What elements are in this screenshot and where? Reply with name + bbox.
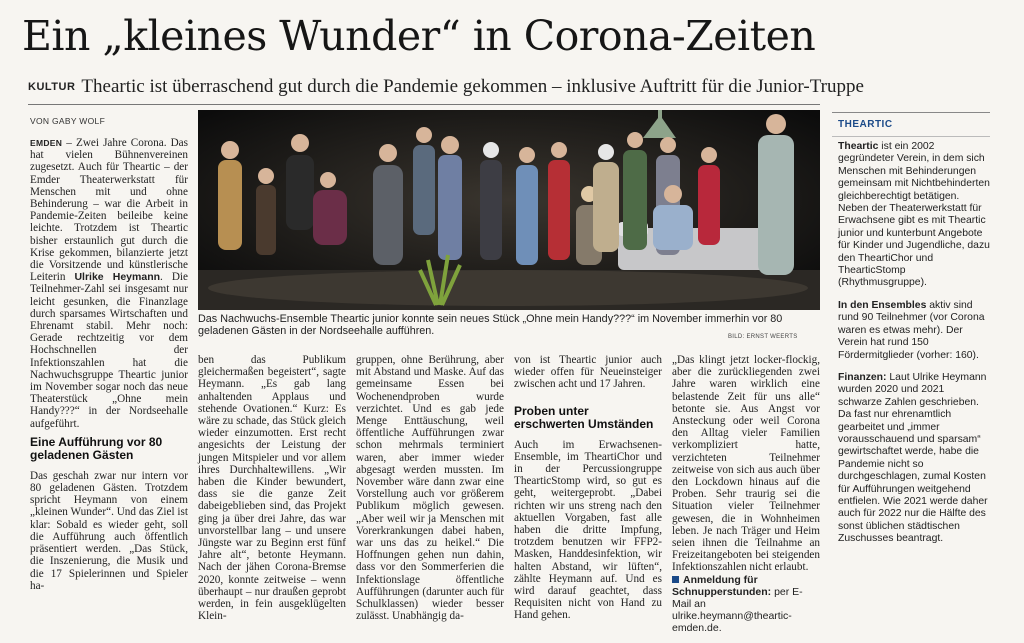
signup-label: Anmeldung für Schnupperstunden: [672, 573, 772, 598]
info-paragraph [838, 300, 990, 362]
info-box-title: THEARTIC [832, 112, 990, 137]
photo-caption: Das Nachwuchs-Ensemble Theartic junior konnte sein neues Stück „Ohne mein Handy???“ im November immerhin vor 80 geladenen Gästen in der Nordseehalle aufführen. [198, 313, 783, 338]
info-text: Laut Ulrike Heymann wurden 2020 und 2021 schwarze Zahlen geschrieben. Da fast nur ehrenamtlich gearbeitet und „immer vorausschauend und sparsam“ gewirtschaftet werde, habe die Pandemie nicht so durchgeschlagen, zumal Kosten für Aufführungen weitgehend entfielen. Wie 2021 werde daher auch für 2022 nur die Hälfte des sonst üblichen städtischen Zuschusses beantragt. [838, 371, 988, 545]
info-text: aktiv sind rund 90 Teilnehmer (vor Corona waren es etwas mehr). Der Verein hat rund 150 Fördermitglieder (vorher: 160). [838, 299, 985, 361]
person-name: Ulrike Heymann [74, 271, 161, 284]
stage-photo-illustration [198, 110, 820, 310]
square-bullet-icon [672, 576, 679, 583]
text-run: – Zwei Jahre Corona. Das hat vielen Bühnenvereinen zugesetzt. Auch für Theartic – der Emder Theaterwerkstatt für Menschen mit und ohne Behinderung – war die Arbeit in Pandemie-Zeiten beileibe keine leichte. Trotzdem ist Theartic bisher erstaunlich gut durch die Krise gekommen, bilanzierte jetzt die Vorsitzende und künstlerische Leiterin [30, 137, 188, 284]
info-text: ist ein 2002 gegründeter Verein, in dem sich Menschen mit Behinderungen gemeinsam mit Nichtbehinderten gleichberechtigt betätigen. Neben der Theaterwerkstatt für Erwachsene gibt es mit Theartic junior und kunterbunt Angebote für Kinder und Jugendliche, dazu den TheartiChor und TheartiсStomp (Rhythmusgruppe). [838, 141, 990, 289]
signup-text: per E-Mail an ulrike.heymann@theartic-emden.de. [672, 585, 803, 634]
paragraph: Auch im Erwachsenen-Ensemble, im TheartiChor und in der Percussiongruppe TheartiсStomp wird, so gut es geht, weitergeprobt. „Dabei richten wir uns streng nach den aktuellen Vorgaben, fast alle haben die dritte Impfung, trotzdem benutzen wir FFP2-Masken, Handdesinfektion, wir halten Abstand, wir lüften“, zählte Heymann auf. Und es wird darauf geachtet, dass Requisiten nicht von Hand zu Hand gehen. [514, 438, 662, 622]
info-box-body [832, 137, 990, 546]
text-run: . Die Teilnehmer-Zahl sei insgesamt nur leicht gesunken, die Finanzlage durch sparsames Wirtschaften und Ehrenamt stabil. Mehr noch: Gerade rechtzeitig vor dem Hochschnellen der Infektionszahlen hat die Nachwuchsgruppe Theartic junior im November sogar noch das neue Theaterstück „Ohne mein Handy???“ in der Nordseehalle aufgeführt. [30, 271, 188, 430]
dateline: EMDEN [30, 138, 63, 148]
subheadline: Theartic ist überraschend gut durch die Pandemie gekommen – inklusive Auftritt für die Junior-Truppe [81, 76, 864, 97]
article-column-4 [514, 354, 662, 622]
paragraph: „Das klingt jetzt locker-flockig, aber die zurückliegenden zwei Jahre waren wirklich eine belastende Zeit für uns alle“ betonte sie. Aus Angst vor Ansteckung oder weil Corona den Alltag vieler Familien verkompliziert hatte, verzichteten Teilnehmer zeitweise von sich aus auch über den Lockdown hinaus auf die Proben. Sehr traurig sei die Situation vieler Teilnehmer gewesen, die in Wohnheimen leben. Je nach Träger und Heim seien ihnen die Teilnahme an Freizeitangeboten bei steigenden Infektionszahlen nicht erlaubt. [672, 354, 820, 574]
article-column-2 [198, 354, 346, 622]
headline: Ein „kleines Wunder“ in Corona-Zeiten [22, 12, 816, 60]
paragraph: ben das Publikum gleichermaßen begeistert“, sagte Heymann. „Es gab lang anhaltenden Applaus und stehende Ovationen.“ Kurz: Es wäre zu schade, das Stück gleich wieder einzumotten. Erst recht angesichts der Leistung der jungen Mitspieler und vor allem ihres Durchhaltewillens. „Wir haben die Kinder bewundert, dass sie die ganze Zeit dabeigeblieben sind, das Projekt ging ja über drei Jahre, das war unvorstellbar lang – und unsere Jüngste war zu Beginn erst fünf Jahre alt“, betonte Heymann. Nach der jähen Corona-Bremse 2020, konnte zeitweise – wenn überhaupt – nur draußen geprobt werden, in fein ausgeklügelten Klein- [198, 354, 346, 623]
divider [28, 104, 820, 105]
paragraph: von ist Theartic junior auch wieder offen für Neueinsteiger zwischen acht und 17 Jahren. [514, 354, 662, 391]
photo-credit: BILD: ERNST WEERTS [728, 334, 798, 340]
section-kicker: KULTUR [28, 81, 76, 93]
subheadline-row [28, 76, 1008, 98]
info-paragraph [838, 372, 990, 546]
paragraph [30, 137, 188, 430]
info-bold: In den Ensembles [838, 299, 927, 311]
byline: VON GABY WOLF [30, 116, 106, 126]
paragraph: Das geschah zwar nur intern vor 80 geladenen Gästen. Trotzdem spricht Heymann von einem „kleinen Wunder“. Und das Ziel ist klar: Sobald es wieder geht, soll die Aufführung auch öffentlich präsentiert werden. „Das Stück, die Inszenierung, die Musik und die 17 Spielerinnen und Spieler ha- [30, 469, 188, 592]
article-column-3 [356, 354, 504, 622]
signup-note [672, 574, 820, 634]
paragraph: gruppen, ohne Berührung, aber mit Abstand und Maske. Auf das gemeinsame Essen bei Wochenendproben wurde verzichtet. Und es gab jede Menge Enttäuschung, weil öffentliche Aufführungen zwar schon mehrmals terminiert waren, aber immer wieder abgesagt werden mussten. Im November wäre dann zwar eine Vorstellung auch vor größerem Publikum möglich gewesen. „Aber weil wir ja Menschen mit Vorerkrankungen dabei haben, war uns das zu heikel.“ Die Hoffnungen gehen nun dahin, dass vor den Sommerferien die Infektionslage öffentliche Aufführungen (darunter auch für Schulklassen) wieder besser zulässt. Unabhängig da- [356, 354, 504, 623]
subheading: Proben unter erschwerten Umständen [514, 403, 654, 431]
subheading: Eine Aufführung vor 80 geladenen Gästen [30, 434, 163, 462]
info-bold: Theartic [838, 141, 879, 152]
info-box [832, 112, 990, 556]
info-paragraph [838, 141, 990, 290]
stage-photo [198, 110, 820, 310]
article-column-1 [30, 137, 188, 592]
article-column-5 [672, 354, 820, 634]
info-bold: Finanzen: [838, 371, 887, 383]
